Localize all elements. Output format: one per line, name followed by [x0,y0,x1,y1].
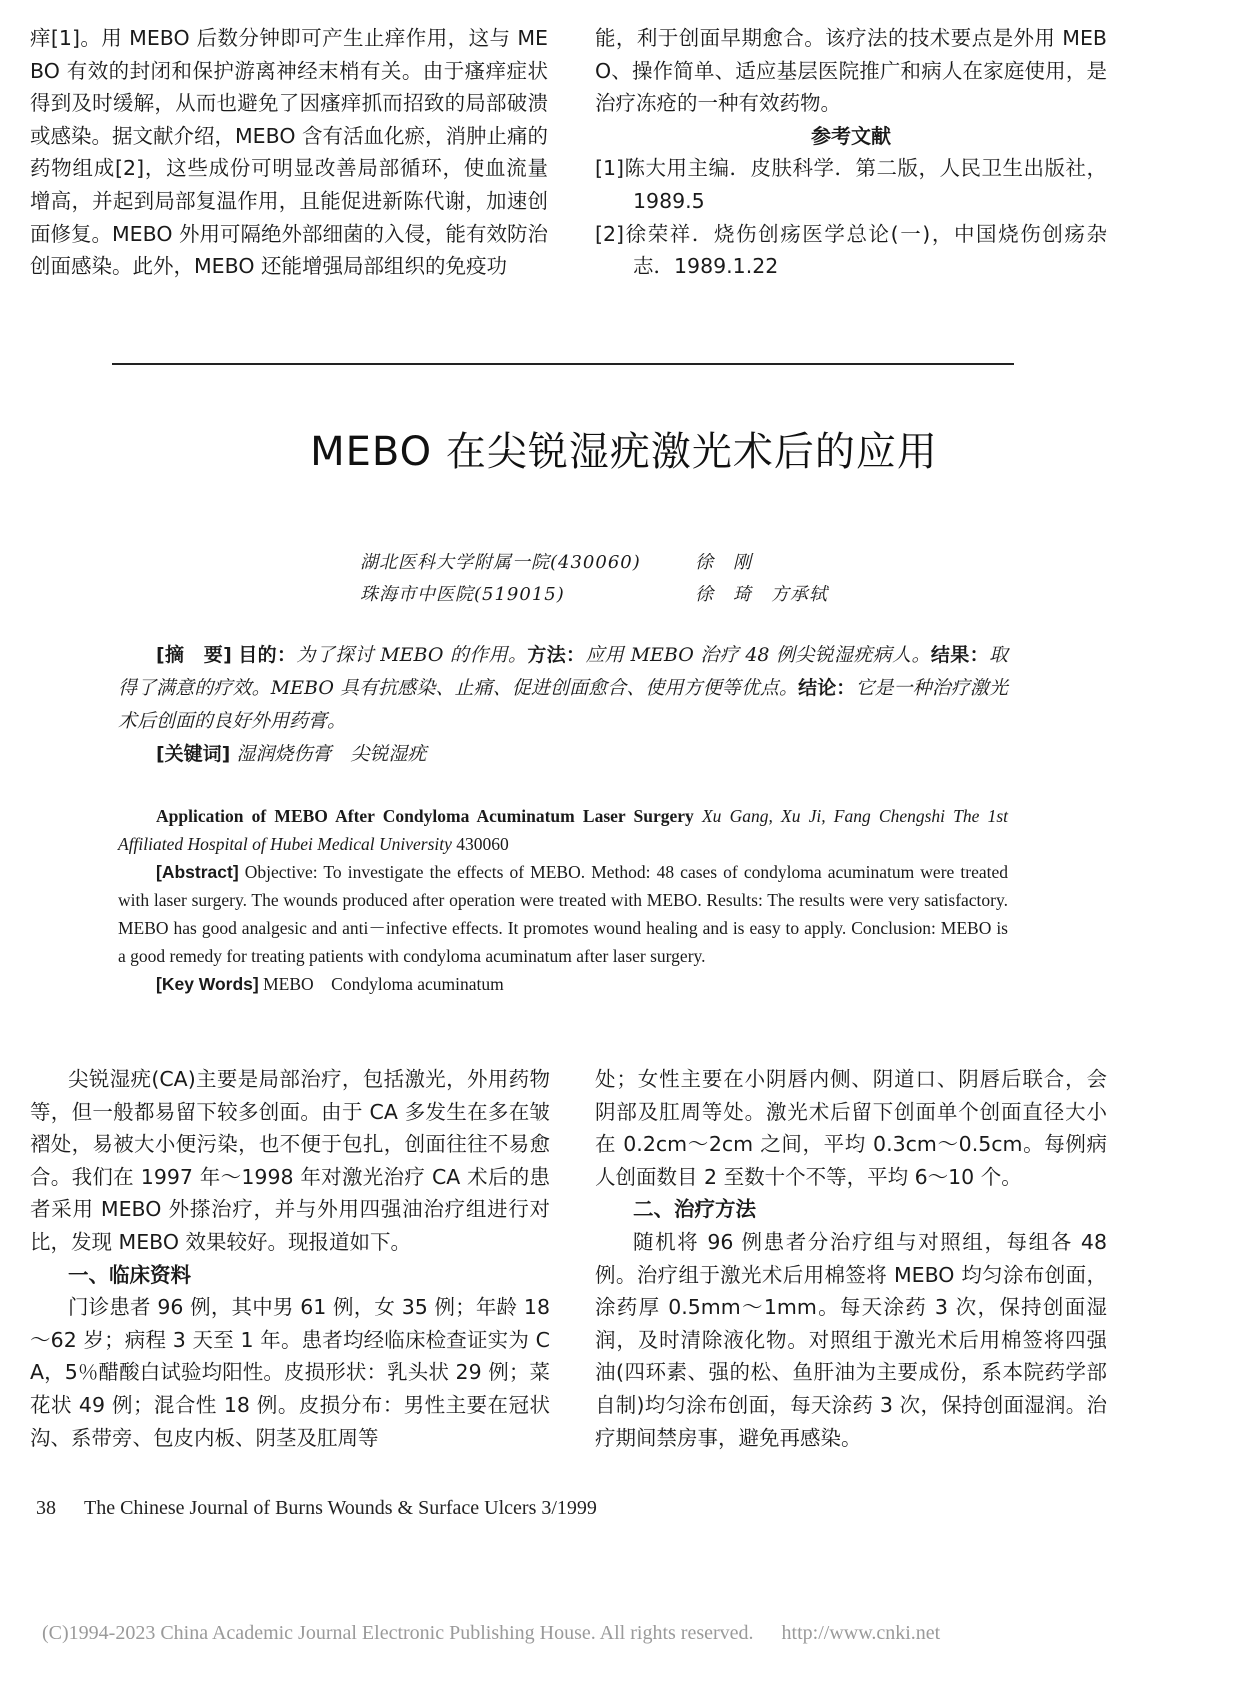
page-number: 38 [36,1497,56,1519]
english-authors-affiliation: Xu Gang, Xu Ji, Fang Chengshi The 1st Affiliated Hospital of Hubei Medical University [118,806,1009,854]
section-divider [112,363,1014,365]
prev-article-right-column [595,22,1107,283]
chinese-abstract [118,639,1008,771]
method-text: 应用 MEBO 治疗 48 例尖锐湿疣病人。 [585,644,931,666]
body-left-column [30,1063,550,1454]
prev-article-conclusion: 能，利于创面早期愈合。该疗法的技术要点是外用 MEBO、操作简单、适应基层医院推广和病人在家庭使用，是治疗冻疮的一种有效药物。 [595,26,1107,116]
affiliation-authors: 徐 刚 [695,552,752,573]
keywords-line [118,738,1008,771]
affiliation-org: 珠海市中医院(519015) [360,584,565,605]
affiliation-authors: 徐 琦 方承轼 [695,584,828,605]
objective-text: 为了探讨 MEBO 的作用。 [296,644,528,666]
reference-item: [2]徐荣祥．烧伤创疡医学总论(一)，中国烧伤创疡杂志．1989.1.22 [595,221,1107,279]
objective-label: 目的： [238,644,297,666]
copyright-text: (C)1994-2023 China Academic Journal Electronic Publishing House. All rights reserved. [42,1622,754,1644]
method-label: 方法： [527,644,586,666]
conclusion-label: 结论： [798,677,856,699]
section-heading-clinical: 一、临床资料 [68,1262,191,1287]
conclusion-text: 它是一种治疗激光术后创面的良好外用药膏。 [118,677,1008,732]
english-title-line [118,802,1008,858]
abstract-body [118,639,1008,738]
abstract-label: [摘 要] [156,644,232,666]
clinical-paragraph: 门诊患者 96 例，其中男 61 例，女 35 例；年龄 18～62 岁；病程 3 天至 1 年。患者均经临床检查证实为 CA，5％醋酸白试验均阳性。皮损形状：乳头状 29 例；菜花状 49 例；混合性 18 例。皮损分布：男性主要在冠状沟、系带旁、包皮内板、阴茎及肛周等 [30,1295,550,1450]
english-zip: 430060 [456,834,509,854]
english-title: Application of MEBO After Condyloma Acuminatum Laser Surgery [156,806,694,826]
prev-article-paragraph: 痒[1]。用 MEBO 后数分钟即可产生止痒作用，这与 MEBO 有效的封闭和保护游离神经末梢有关。由于瘙痒症状得到及时缓解，从而也避免了因瘙痒抓而招致的局部破溃或感染。据文献介绍，MEBO 含有活血化瘀，消肿止痛的药物组成[2]，这些成份可明显改善局部循环，使血流量增高，并起到局部复温作用，且能促进新陈代谢，加速创面修复。MEBO 外用可隔绝外部细菌的入侵，能有效防治创面感染。此外，MEBO 还能增强局部组织的免疫功 [30,26,548,279]
clinical-paragraph-continued: 处；女性主要在小阴唇内侧、阴道口、阴唇后联合，会阴部及肛周等处。激光术后留下创面单个创面直径大小在 0.2cm～2cm 之间，平均 0.3cm～0.5cm。每例病人创面数目 2 至数十个不等，平均 6～10 个。 [595,1067,1107,1189]
treatment-paragraph: 随机将 96 例患者分治疗组与对照组，每组各 48 例。治疗组于激光术后用棉签将 MEBO 均匀涂布创面，涂药厚 0.5mm～1mm。每天涂药 3 次，保持创面湿润，及时清除液化物。对照组于激光术后用棉签将四强油(四环素、强的松、鱼肝油为主要成份，系本院药学部自制)均匀涂布创面，每天涂药 3 次，保持创面湿润。治疗期间禁房事，避免再感染。 [595,1229,1107,1450]
references-heading: 参考文献 [811,123,891,148]
intro-paragraph: 尖锐湿疣(CA)主要是局部治疗，包括激光，外用药物等，但一般都易留下较多创面。由于 CA 多发生在多在皱褶处，易被大小便污染，也不便于包扎，创面往往不易愈合。我们在 1997 年～1998 年对激光治疗 CA 术后的患者采用 MEBO 外搽治疗，并与外用四强油治疗组进行对比，发现 MEBO 效果较好。现报道如下。 [30,1067,550,1254]
copyright-url: http://www.cnki.net [781,1622,941,1644]
english-abstract [118,802,1008,998]
english-abstract-text: Objective: To investigate the effects of MEBO. Method: 48 cases of condyloma acuminatum were treated with laser surgery. The wounds produced after operation were treated with MEBO. Results: The results were very satisfactory. MEBO has good analgesic and anti－infective effects. It promotes wound healing and is easy to apply. Conclusion: MEBO is a good remedy for treating patients with condyloma acuminatum after laser surgery. [118,862,1008,966]
english-keywords-text: MEBO Condyloma acuminatum [263,974,504,994]
prev-article-left-column [30,22,548,283]
affiliation-org: 湖北医科大学附属一院(430060) [360,552,641,573]
keywords-label: [关键词] [156,743,231,765]
english-abstract-body [118,858,1008,970]
english-abstract-label: [Abstract] [156,862,239,882]
journal-name: The Chinese Journal of Burns Wounds & Surface Ulcers 3/1999 [84,1497,597,1519]
body-right-column [595,1063,1107,1454]
page-footer [36,1497,597,1520]
results-text: 取得了满意的疗效。MEBO 具有抗感染、止痛、促进创面愈合、使用方便等优点。 [118,644,1008,699]
reference-item: [1]陈大用主编．皮肤科学．第二版，人民卫生出版社，1989.5 [595,156,1107,213]
section-heading-treatment: 二、治疗方法 [633,1197,756,1222]
keywords-text: 湿润烧伤膏 尖锐湿疣 [236,743,427,765]
copyright-line [42,1622,940,1645]
english-keywords-label: [Key Words] [156,974,259,994]
english-keywords-line [118,970,1008,998]
article-title: MEBO 在尖锐湿疣激光术后的应用 [310,429,938,475]
results-label: 结果： [930,644,989,666]
